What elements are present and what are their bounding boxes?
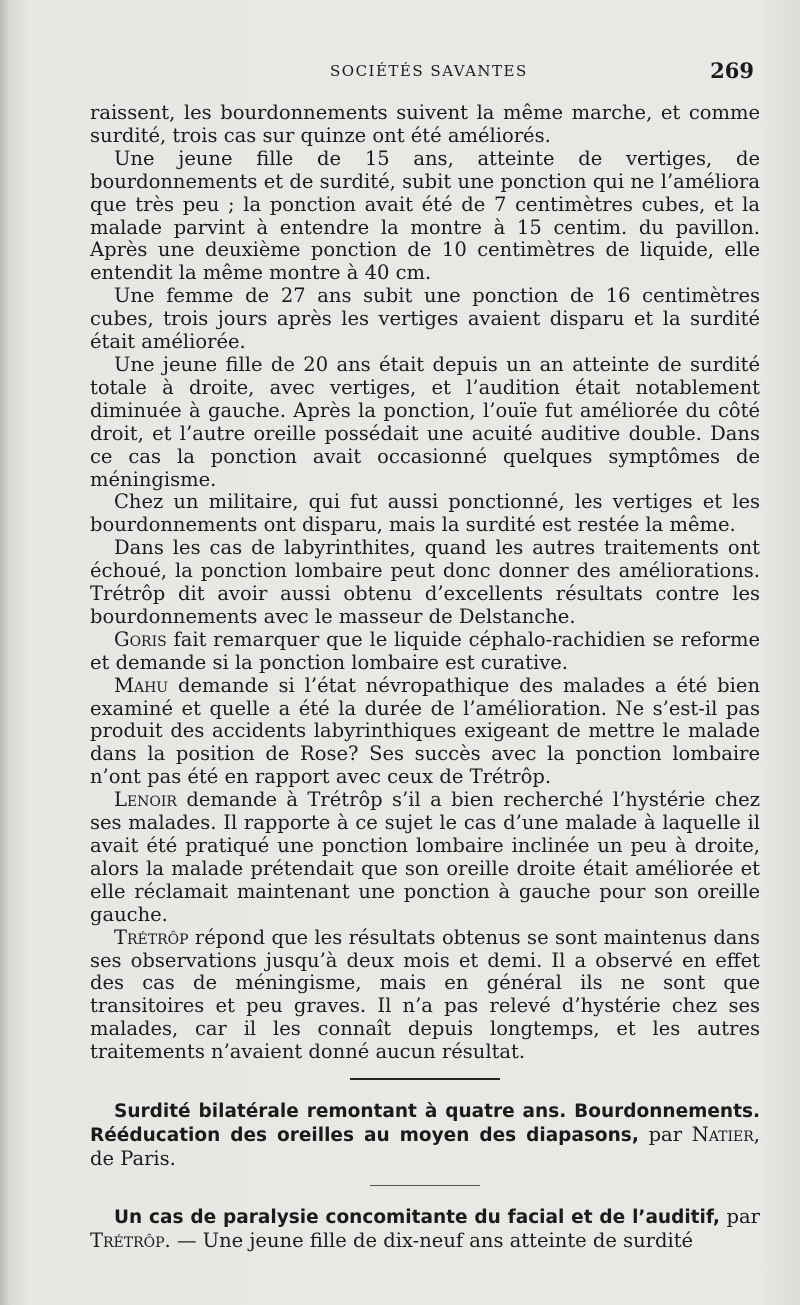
paragraph-text: demande si l’état névropathique des malades a été bien examiné et quelle a été la durée de l’amélioration. Ne s’est-il pas produit des accidents labyrinthiques exigeant de mettre le malade dans la position de Rose? Ses succès avec la ponction lombaire n’ont pas été en rapport avec ceux de Trétrôp. [90,673,760,789]
paragraph-5: Chez un militaire, qui fut aussi ponctionné, les vertiges et les bourdonnements ont disparu, mais la surdité est restée la même. [90,490,760,537]
paragraph-text: fait remarquer que le liquide céphalo-rachidien se reforme et demande si la ponction lombaire est curative. [90,627,760,674]
author-suffix: , de Paris. [90,1122,760,1170]
page-header [90,58,760,86]
section-divider [350,1078,500,1080]
section-title: Un cas de paralysie concomitante du facial et de l’auditif, [114,1206,720,1228]
paragraph-4: Une jeune fille de 20 ans était depuis un an atteinte de surdité totale à droite, avec vertiges, et l’audition était notablement diminuée à gauche. Après la ponction, l’ouïe fut améliorée du côté droit, et l’autre oreille possédait une acuité auditive double. Dans ce cas la ponction avait occasionné quelques symptômes de méningisme. [90,352,760,491]
section-heading-1 [90,1100,760,1171]
paragraph-7 [90,629,760,675]
section-title: Surdité bilatérale remontant à quatre ans. Bourdonnements. Rééducation des oreilles au moyen des diapasons, [90,1101,760,1146]
author-name: Natier [691,1122,754,1146]
by-label: par [638,1122,692,1146]
paragraph-1: raissent, les bourdonnements suivent la même marche, et comme surdité, trois cas sur quinze ont été améliorés. [90,101,760,147]
paragraph-text: répond que les résultats obtenus se sont maintenus dans ses observations jusqu’à deux mois et demi. Il a observé en effet des cas de méningisme, mais en général ils ne sont que transitoires et peu graves. Il n’a pas relevé d’hystérie chez ses malades, car il les connaît depuis longtemps, et les autres traitements n’avaient donné aucun résultat. [90,925,760,1064]
paragraph-3: Une femme de 27 ans subit une ponction de 16 centimètres cubes, trois jours après les vertiges avaient disparu et la surdité était améliorée. [90,284,760,354]
paragraph-9 [90,789,760,926]
paragraph-8 [90,675,760,790]
speaker-name: Lenoir [114,788,177,812]
running-head: SOCIÉTÉS SAVANTES [330,62,528,80]
speaker-name: Mahu [114,673,169,697]
paragraph-2: Une jeune fille de 15 ans, atteinte de vertiges, de bourdonnements et de surdité, subit une ponction qui ne l’améliora que très peu ; la ponction avait été de 7 centimètres cubes, et la malade parvint à entendre la montre à 15 centim. du pavillon. Après une deuxième ponction de 10 centimètres de liquide, elle entendit la même montre à 40 cm. [90,146,760,285]
by-label: par [719,1204,760,1228]
page-number: 269 [710,58,754,83]
paragraph-10 [90,927,760,1064]
section-divider [370,1185,480,1186]
speaker-name: Trétrôp [114,925,189,949]
section-text: . — Une jeune fille de dix-neuf ans atteinte de surdité [164,1228,694,1252]
body-text [90,102,760,1253]
speaker-name: Goris [114,627,167,651]
paragraph-text: demande à Trétrôp s’il a bien recherché l’hystérie chez ses malades. Il rapporte à ce sujet le cas d’une malade à laquelle il avait été pratiqué une ponction lombaire inclinée un peu à droite, alors la malade prétendait que son oreille droite était améliorée et elle réclamait maintenant une ponction à gauche pour son oreille gauche. [90,788,760,926]
paragraph-6: Dans les cas de labyrinthites, quand les autres traitements ont échoué, la ponction lombaire peut donc donner des améliorations. Trétrôp dit avoir aussi obtenu d’excellents résultats contre les bourdonnements avec le masseur de Delstanche. [90,536,760,628]
author-name: Trétrôp [90,1228,165,1252]
section-heading-2 [90,1206,760,1253]
